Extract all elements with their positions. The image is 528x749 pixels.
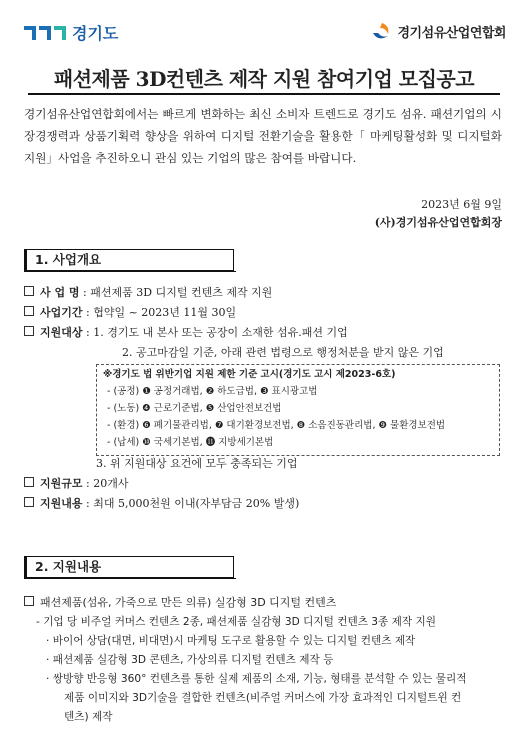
notice-title: ※경기도 법 위반기업 지원 제한 기준 고시(경기도 고시 제2023-6호) (103, 369, 396, 380)
item-value: : 최대 5,000천원 이내(자부담금 20% 발생) (86, 497, 300, 510)
item-support-scale (24, 475, 128, 493)
support-bullet-continued: 텐츠) 제작 (64, 711, 113, 723)
issuing-organization: (사)경기섬유산업연합회장 (374, 216, 502, 229)
legal-restriction-notice-box (96, 364, 500, 456)
textile-federation-logo-text: 경기섬유산업연합회 (397, 25, 506, 41)
item-support-content (24, 495, 299, 513)
notice-line: - (공정) ❶ 공정거래법, ❷ 하도급법, ❸ 표시광고법 (107, 386, 318, 397)
checkbox-icon (24, 497, 34, 507)
title-underline (28, 93, 500, 95)
section-1-heading: 1. 사업개요 (24, 249, 234, 271)
section-2-underline (24, 578, 236, 579)
checkbox-icon (24, 306, 34, 316)
gyeonggi-logo-text: 경기도 (72, 24, 119, 43)
intro-paragraph: 경기섬유산업연합회에서는 빠르게 변화하는 최신 소비자 트렌드로 경기도 섬유. 패션기업의 시장경쟁력과 상품기획력 향상을 위하여 디지털 전환기술을 활용한「 마케팅활성화 및 디지털화 지원」사업을 추진하오니 관심 있는 기업의 많은 참여를 바랍니다. (24, 107, 502, 165)
support-bullet-continued: 제품 이미지와 3D기술을 결합한 컨텐츠(비주얼 커머스에 가장 효과적인 디지털트윈 컨 (64, 692, 462, 704)
checkbox-icon (24, 596, 34, 606)
checkbox-icon (24, 326, 34, 336)
checkbox-icon (24, 477, 34, 487)
gyeonggi-logo-mark (24, 26, 66, 40)
notice-line: - (납세) ❿ 국세기본법, ⓫ 지방세기본법 (107, 437, 274, 448)
item-value: : 20개사 (86, 477, 129, 490)
item-value: : 협약일 ~ 2023년 11월 30일 (86, 306, 237, 319)
page-title: 패션제품 3D컨텐츠 제작 지원 참여기업 모집공고 (53, 67, 475, 91)
item-label: 사업기간 (40, 306, 83, 319)
support-bullet: · 패션제품 실감형 3D 콘텐츠, 가상의류 디지털 컨텐츠 제작 등 (46, 654, 334, 666)
item-label: 지원내용 (40, 497, 83, 510)
item-value: : 1. 경기도 내 본사 또는 공장이 소재한 섬유.패션 기업 (86, 326, 348, 339)
announcement-date: 2023년 6월 9일 (421, 198, 502, 211)
textile-federation-logo-mark (370, 20, 392, 42)
item-value: : 패션제품 3D 디지털 컨텐츠 제작 지원 (83, 286, 273, 299)
item-label: 지원대상 (40, 326, 83, 339)
notice-line: - (환경) ❻ 폐기물관리법, ❼ 대기환경보전법, ❽ 소음진동관리법, ❾ 물환경보전법 (107, 420, 446, 431)
eligibility-condition-2: 2. 공고마감일 기준, 아래 관련 법령으로 행정처분을 받지 않은 기업 (122, 346, 444, 359)
support-main-item (24, 594, 336, 612)
item-label: 사 업 명 (40, 286, 80, 299)
item-project-period (24, 304, 236, 322)
textile-federation-logo (370, 20, 506, 42)
section-1-underline (24, 271, 236, 272)
section-2-heading: 2. 지원내용 (24, 556, 234, 578)
eligibility-condition-3: 3. 위 지원대상 요건에 모두 충족되는 기업 (96, 457, 298, 470)
checkbox-icon (24, 286, 34, 296)
support-bullet: · 바이어 상담(대면, 비대면)시 마케팅 도구로 활용할 수 있는 디지털 컨텐츠 제작 (46, 635, 416, 647)
item-project-name (24, 284, 272, 302)
item-eligibility (24, 324, 348, 342)
notice-line: - (노동) ❹ 근로기준법, ❺ 산업안전보건법 (107, 403, 282, 414)
support-main-text: 패션제품(섬유, 가죽으로 만든 의류) 실감형 3D 디지털 컨텐츠 (40, 596, 337, 609)
item-label: 지원규모 (40, 477, 83, 490)
gyeonggi-logo (24, 21, 118, 44)
support-bullet: · 쌍방향 반응형 360° 컨텐츠를 통한 실제 제품의 소재, 기능, 형태를 분석할 수 있는 물리적 (46, 673, 467, 685)
support-sub-item: - 기업 당 비주얼 커머스 컨텐츠 2종, 패션제품 실감형 3D 디지털 컨텐츠 3종 제작 지원 (36, 616, 436, 628)
